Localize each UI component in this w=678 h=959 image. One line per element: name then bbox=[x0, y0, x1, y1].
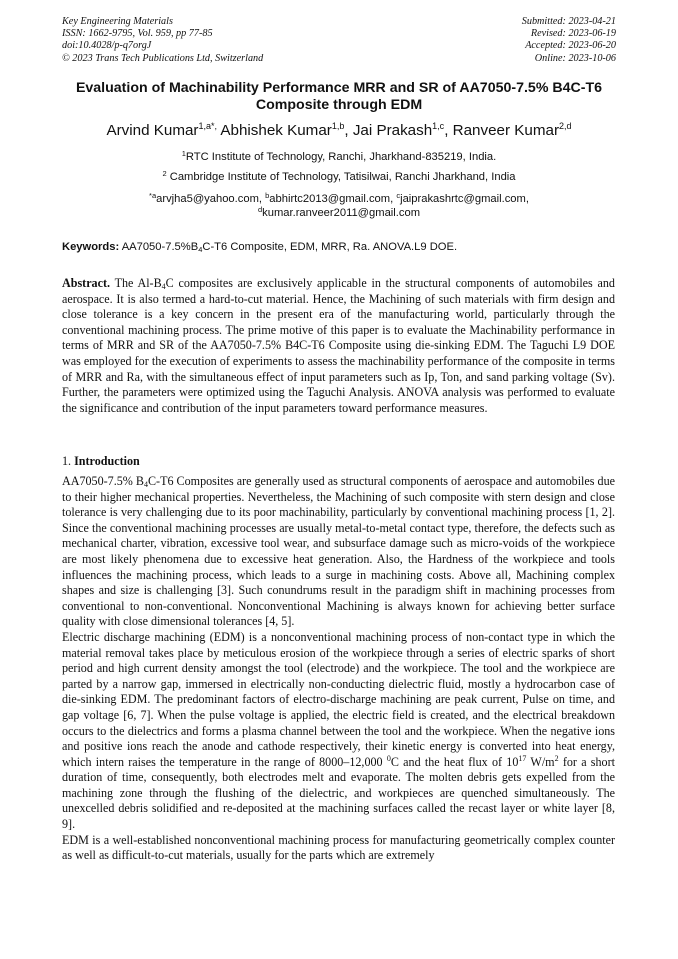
keywords-subscript: 4 bbox=[198, 245, 203, 254]
email-sup: d bbox=[257, 205, 263, 214]
author-affil-sup: 1,c bbox=[432, 121, 445, 131]
section-number: 1. bbox=[62, 454, 75, 468]
author-separator: , bbox=[444, 122, 453, 139]
introduction-body bbox=[62, 474, 615, 864]
paragraph-text: EDM is a well-established nonconventional machining process for manufacturing geometrically complex counter as well as difficult-to-cut materials, usually for the parts which are extremely bbox=[62, 832, 615, 863]
intro-paragraph-2 bbox=[62, 630, 615, 833]
author-name: Jai Prakash bbox=[352, 122, 433, 139]
copyright-line: © 2023 Trans Tech Publications Ltd, Switzerland bbox=[62, 52, 264, 64]
affiliation-1 bbox=[62, 150, 616, 164]
author-emails bbox=[62, 192, 616, 220]
author-affil-sup: 2,d bbox=[559, 121, 572, 131]
affiliation-text: RTC Institute of Technology, Ranchi, Jharkhand-835219, India. bbox=[185, 151, 497, 163]
email-link[interactable]: arvjha5@yahoo.com, bbox=[156, 193, 266, 205]
email-link[interactable]: jaiprakashrtc@gmail.com, bbox=[400, 193, 529, 205]
paragraph-superscript: 2 bbox=[554, 753, 559, 763]
abstract-label: Abstract. bbox=[62, 276, 111, 290]
email-sup: b bbox=[265, 191, 270, 200]
paragraph-text: C-T6 Composites are generally used as structural components of aerospace and automobiles due to their higher mechanical properties. Nevertheless, the Machining of such composite with stern design and close tolerance is very challenging due to its poor machinability, particularly by conventional machining process [1, 2]. Since the conventional machining processes are usually metal-to-metal contact type, therefore, the defects such as mechanical charter, vibration, excessive tool wear, and subsurface damage such as micro-voids of the workpiece are most likely phenomena due to excessive heat generation. Also, the Hardness of the workpiece and tools influences the machining process, which leads to a surge in machining costs. Above all, Machining complex shapes and size is challenging [3]. Such conundrums result in the paradigm shift in machining processes from conventional to non-conventional. Nonconventional Machining is always known for achieving better surface quality with close dimensional tolerances [4, 5]. bbox=[62, 474, 615, 629]
section-title: Introduction bbox=[74, 454, 140, 468]
paper-title: Evaluation of Machinability Performance MRR and SR of AA7050-7.5% B4C-T6 Composite through EDM bbox=[75, 80, 603, 113]
author-separator: , bbox=[344, 122, 353, 139]
journal-info bbox=[62, 16, 263, 65]
paragraph-text: W/m bbox=[526, 754, 555, 769]
author-affil-sup: 1,a*, bbox=[198, 121, 218, 131]
affiliation-text: Cambridge Institute of Technology, Tatisilwai, Ranchi Jharkhand, India bbox=[166, 171, 516, 183]
keywords-label: Keywords: bbox=[62, 241, 120, 253]
doi-line: doi:10.4028/p-q7orgJ bbox=[62, 40, 152, 52]
abstract-text: C composites are exclusively applicable in the structural components of automobiles and aerospace. It is also termed a hard-to-cut material. Hence, the Machining of such materials with firm design and close tolerance is a key concern in the present era of the manufacturing world, particularly through the conventional machining process. The prime motive of this paper is to evaluate the Machinability performance in terms of MRR and SR of the AA7050-7.5% B4C-T6 Composite using die-sinking EDM. The Taguchi L9 DOE was employed for the execution of experiments to assess the machinability performance of the composite in terms of MRR and Ra, with the simultaneous effect of input parameters such as Ip, Ton, and sand parking voltage (Sv). Further, the parameters were optimized using the Taguchi Analysis. ANOVA analysis was performed to evaluate the significance and contribution of the input parameters toward performance measures. bbox=[62, 276, 615, 415]
email-link[interactable]: kumar.ranveer2011@gmail.com bbox=[262, 207, 421, 219]
abstract bbox=[62, 276, 615, 416]
affiliation-sup: 2 bbox=[162, 169, 167, 178]
paragraph-subscript: 4 bbox=[143, 480, 148, 489]
author-name: Arvind Kumar bbox=[106, 122, 199, 139]
issn-line: ISSN: 1662-9795, Vol. 959, pp 77-85 bbox=[62, 28, 213, 40]
keywords-text: AA7050-7.5%B bbox=[119, 241, 199, 253]
paragraph-superscript: 0 bbox=[386, 753, 391, 763]
submitted-date: Submitted: 2023-04-21 bbox=[521, 16, 616, 27]
author-affil-sup: 1,b bbox=[331, 121, 345, 131]
author-name: Abhishek Kumar bbox=[220, 122, 332, 139]
revised-date: Revised: 2023-06-19 bbox=[530, 28, 616, 40]
paragraph-text: AA7050-7.5% B bbox=[62, 474, 144, 488]
accepted-date: Accepted: 2023-06-20 bbox=[525, 40, 616, 52]
author-list bbox=[62, 122, 616, 140]
paragraph-text: for a short duration of time, consequently, both electrodes melt and evaporate. The molten debris gets expelled from the machining zone through the flushing of the dielectric, and workpieces are quenched simultaneously. The unexcelled debris solidified and re-deposited at the machining surfaces called the recast layer or white layer [8, 9]. bbox=[62, 754, 615, 832]
email-sup: c bbox=[396, 191, 401, 200]
affiliation-2 bbox=[62, 170, 616, 184]
abstract-text: The Al-B bbox=[110, 276, 162, 290]
keywords bbox=[62, 240, 616, 254]
intro-paragraph-3 bbox=[62, 833, 615, 864]
intro-paragraph-1 bbox=[62, 474, 615, 630]
online-date: Online: 2023-10-06 bbox=[534, 52, 616, 64]
email-sup: *a bbox=[149, 191, 157, 200]
paragraph-text: Electric discharge machining (EDM) is a nonconventional machining process of non-contact type in which the material removal takes place by meticulous erosion of the workpiece through a series of electric sparks of short period and high current density amongst the tool (electrode) and the workpiece. The tool and the workpiece are parted by a narrow gap, immersed in electrically non-conducting dielectric fluid, mostly a hydrocarbon case of die-sinking EDM. The predominant factors of electro-discharge machining are peak current, Pulse on time, and gap voltage [6, 7]. When the pulse voltage is applied, the electric field is created, and the electrical breakdown occurs to the dielectrics and forms a plasma channel between the tool and the workpiece. When the negative ions and positive ions reach the anode and cathode respectively, their kinetic energy is converted into heat energy, which intern raises the temperature in the range of 8000–12,000 bbox=[62, 629, 615, 769]
section-heading bbox=[62, 454, 140, 470]
publication-dates bbox=[522, 16, 616, 65]
journal-name: Key Engineering Materials bbox=[62, 16, 173, 27]
author-name: Ranveer Kumar bbox=[452, 122, 559, 139]
email-link[interactable]: abhirtc2013@gmail.com, bbox=[269, 193, 397, 205]
affiliation-sup: 1 bbox=[181, 149, 186, 158]
keywords-text: C-T6 Composite, EDM, MRR, Ra. ANOVA.L9 DOE. bbox=[202, 241, 458, 253]
abstract-subscript: 4 bbox=[161, 282, 166, 291]
paragraph-text: C and the heat flux of 10 bbox=[390, 754, 519, 769]
paragraph-superscript: 17 bbox=[518, 753, 527, 763]
